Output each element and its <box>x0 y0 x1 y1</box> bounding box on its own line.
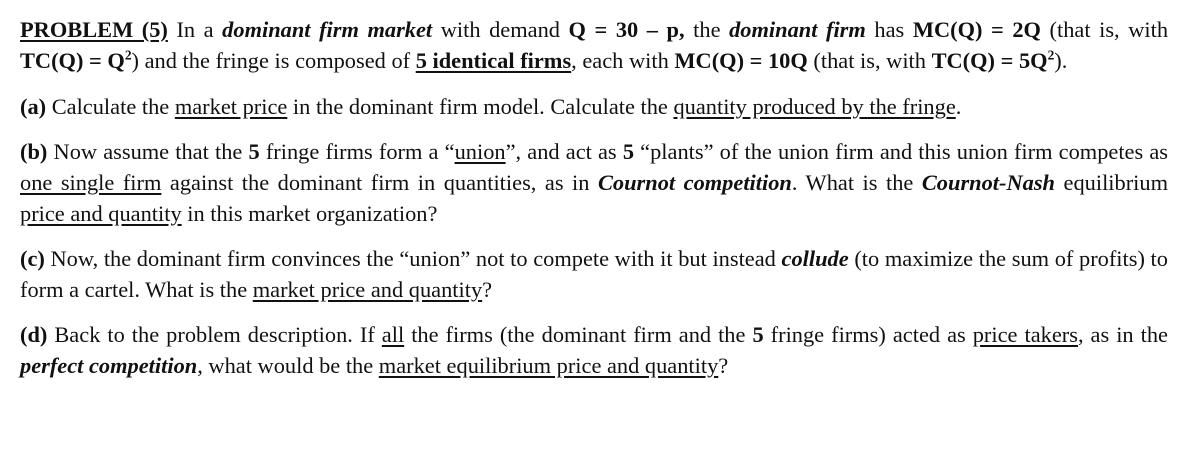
dominant-tc-equation: TC(Q) = Q <box>20 48 125 73</box>
underlined-one-single-firm: one single firm <box>20 170 162 195</box>
text-run: Calculate the <box>46 94 175 119</box>
text-run: , each with <box>571 48 675 73</box>
text-run: ? <box>718 353 729 378</box>
underlined-price-takers: price takers <box>972 322 1078 347</box>
text-run: the firms (the dominant firm and the <box>404 322 753 347</box>
text-run: ”, and act as <box>505 139 623 164</box>
fringe-firm-count: 5 identical firms <box>415 48 572 73</box>
part-c <box>20 243 1168 305</box>
emphasis-cournot-nash: Cournot-Nash <box>921 170 1056 195</box>
dominant-mc-equation: MC(Q) = 2Q <box>912 17 1041 42</box>
text-run: (to maximize the sum of profits) to form a cartel. What is the <box>20 246 1168 302</box>
text-run: the <box>684 17 730 42</box>
part-d-label: (d) <box>20 322 48 347</box>
text-run: and the fringe is composed of <box>139 48 416 73</box>
emphasis-cournot-competition: Cournot competition <box>597 170 792 195</box>
problem-heading: PROBLEM (5) <box>20 17 168 42</box>
text-run: against the dominant firm in quantities, as in <box>161 170 598 195</box>
part-d <box>20 319 1168 381</box>
text-run: In a <box>167 17 223 42</box>
text-run: ). <box>1054 48 1068 73</box>
part-a-label: (a) <box>20 94 47 119</box>
text-run: Now, the dominant firm convinces the “union” not to compete with it but instead <box>44 246 782 271</box>
underlined-market-price-and-quantity: market price and quantity <box>252 277 483 302</box>
text-run: (that is, with <box>1040 17 1169 42</box>
text-run: , as in the <box>1077 322 1168 347</box>
text-run: ? <box>482 277 493 302</box>
part-a <box>20 91 1168 122</box>
text-run: (that is, with <box>807 48 932 73</box>
fringe-mc-equation: MC(Q) = 10Q <box>674 48 808 73</box>
text-run: fringe firms form a “ <box>259 139 455 164</box>
number-five: 5 <box>248 139 260 164</box>
fringe-tc-exponent: 2 <box>1047 47 1055 63</box>
text-run: in the dominant firm model. Calculate the <box>287 94 674 119</box>
underlined-market-equilibrium: market equilibrium price and quantity <box>378 353 719 378</box>
number-five: 5 <box>622 139 635 164</box>
underlined-all: all <box>381 322 405 347</box>
text-run: Back to the problem description. If <box>47 322 382 347</box>
text-run: , what would be the <box>197 353 379 378</box>
text-run: “plants” of the union firm and this union firm competes as <box>634 139 1168 164</box>
emphasis-perfect-competition: perfect competition <box>20 353 198 378</box>
demand-equation: Q = 30 – p, <box>568 17 685 42</box>
text-run: fringe firms) acted as <box>763 322 973 347</box>
part-b <box>20 136 1168 229</box>
part-c-label: (c) <box>20 246 45 271</box>
text-run: equilibrium <box>1055 170 1168 195</box>
emphasis-dominant-firm: dominant firm <box>729 17 866 42</box>
problem-document <box>20 14 1168 381</box>
text-run: in this market organization? <box>181 201 438 226</box>
text-run: Now assume that the <box>47 139 249 164</box>
emphasis-dominant-firm-market: dominant firm market <box>222 17 433 42</box>
text-run: with demand <box>432 17 569 42</box>
dominant-tc-exponent: 2 <box>124 47 132 63</box>
part-b-label: (b) <box>20 139 48 164</box>
problem-intro <box>20 14 1168 76</box>
number-five: 5 <box>752 322 764 347</box>
text-run: . What is the <box>791 170 922 195</box>
text-run: ) <box>131 48 139 73</box>
text-run: . <box>955 94 962 119</box>
underlined-price-and-quantity: price and quantity <box>20 201 182 226</box>
emphasis-collude: collude <box>781 246 849 271</box>
fringe-tc-equation: TC(Q) = 5Q <box>931 48 1048 73</box>
underlined-union: union <box>454 139 506 164</box>
underlined-fringe-quantity: quantity produced by the fringe <box>673 94 956 119</box>
underlined-market-price: market price <box>174 94 288 119</box>
text-run: has <box>865 17 913 42</box>
